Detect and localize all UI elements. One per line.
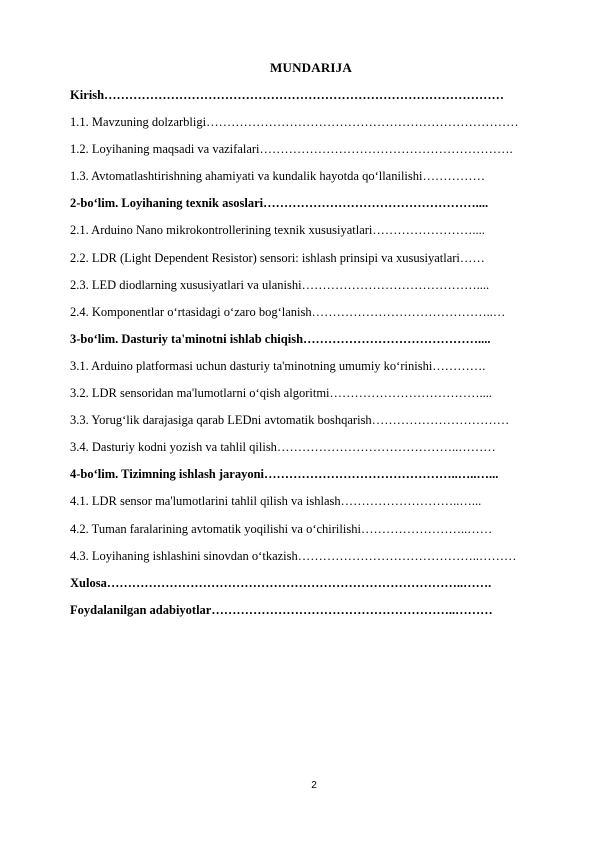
toc-entry [70,139,562,166]
toc-dot-leader: ……………………………………………………. [259,142,513,157]
toc-dot-leader: …………………………………….... [301,277,490,292]
toc-entry [70,600,562,627]
toc-entry-label: 2.2. LDR (Light Dependent Resistor) sensori: ishlash prinsipi va xususiyatlari [70,250,460,265]
toc-entry-label: 1.1. Mavzuning dolzarbligi [70,115,207,130]
toc-dot-leader: ……………………………………..……… [297,548,517,563]
toc-entry [70,491,562,518]
toc-entry [70,519,562,546]
toc-entry-label: 4-bo‘lim. Tizimning ishlash jarayoni [70,467,265,482]
toc-dot-leader: …………………………………………………………………………………… [104,88,505,102]
toc-entry [70,248,562,275]
toc-entry-label: Xulosa [70,575,107,590]
toc-entry-label: 2.1. Arduino Nano mikrokontrollerining texnik xususiyatlari [70,223,373,238]
toc-entry [70,329,562,356]
toc-dot-leader: ……………………………………..… [311,304,506,319]
page-title: MUNDARIJA [270,60,352,75]
toc-dot-leader: …………………….... [372,223,485,238]
toc-dot-leader: ……………………………….... [329,386,493,401]
toc-entry [70,437,562,464]
toc-entry [70,573,562,600]
toc-entry [70,85,562,112]
toc-dot-leader: ………………………………………..…..…... [264,467,499,482]
toc-dot-leader: …… [459,250,485,265]
toc-dot-leader: …………………………… [371,413,510,428]
toc-entry-label: 2.3. LED diodlarning xususiyatlari va ulanishi [70,277,302,292]
toc-entry [70,356,562,383]
toc-dot-leader: ……………………..…… [360,521,493,536]
toc-entry-label: 3.4. Dasturiy kodni yozish va tahlil qilish [70,440,277,455]
toc-dot-leader: …………… [422,169,485,184]
toc-dot-leader: …………………………………………………..……… [211,602,493,617]
toc-entry [70,112,562,139]
toc-dot-leader: …………………………………………….... [263,196,489,211]
toc-entry-label: 1.3. Avtomatlashtirishning ahamiyati va kundalik hayotda qo‘llanilishi [70,169,423,184]
toc-entry-label: 3-bo‘lim. Dasturiy ta'minotni ishlab chiqish [70,331,304,346]
toc-entry [70,220,562,247]
toc-entry [70,464,562,491]
toc-entry-label: 4.2. Tuman faralarining avtomatik yoqilishi va o‘chirilishi [70,521,361,536]
toc-entry [70,275,562,302]
toc-entry-label: 1.2. Loyihaning maqsadi va vazifalari [70,142,260,157]
toc-entry [70,166,562,193]
page-number: 2 [311,780,317,791]
toc-dot-leader: ………………………..…... [340,494,482,509]
toc-dot-leader: …………………………………………………………………………..……. [106,575,492,590]
toc-entry-label: 3.3. Yorug‘lik darajasiga qarab LEDni avtomatik boshqarish [70,413,372,428]
toc-dot-leader: ………………………………………………………………… [206,115,519,130]
toc-entry-label: 4.1. LDR sensor ma'lumotlarini tahlil qilish va ishlash [70,494,341,509]
toc-entry-label: Foydalanilgan adabiyotlar [70,602,212,617]
table-of-contents [70,85,562,627]
toc-entry-label: 3.1. Arduino platformasi uchun dasturiy ta'minotning umumiy ko‘rinishi [70,358,433,373]
toc-entry [70,546,562,573]
toc-entry-label: Kirish [70,88,105,102]
toc-entry-label: 2-bo‘lim. Loyihaning texnik asoslari [70,196,264,211]
toc-entry [70,193,562,220]
toc-entry [70,302,562,329]
toc-dot-leader: …………. [432,358,486,373]
toc-entry-label: 3.2. LDR sensoridan ma'lumotlarni o‘qish algoritmi [70,386,330,401]
toc-dot-leader: …………………………………….... [303,331,491,346]
toc-dot-leader: ……………………………………..……… [276,440,496,455]
toc-entry-label: 2.4. Komponentlar o‘rtasidagi o‘zaro bog‘lanish [70,304,312,319]
toc-entry [70,410,562,437]
toc-entry-label: 4.3. Loyihaning ishlashini sinovdan o‘tkazish [70,548,298,563]
toc-entry [70,383,562,410]
